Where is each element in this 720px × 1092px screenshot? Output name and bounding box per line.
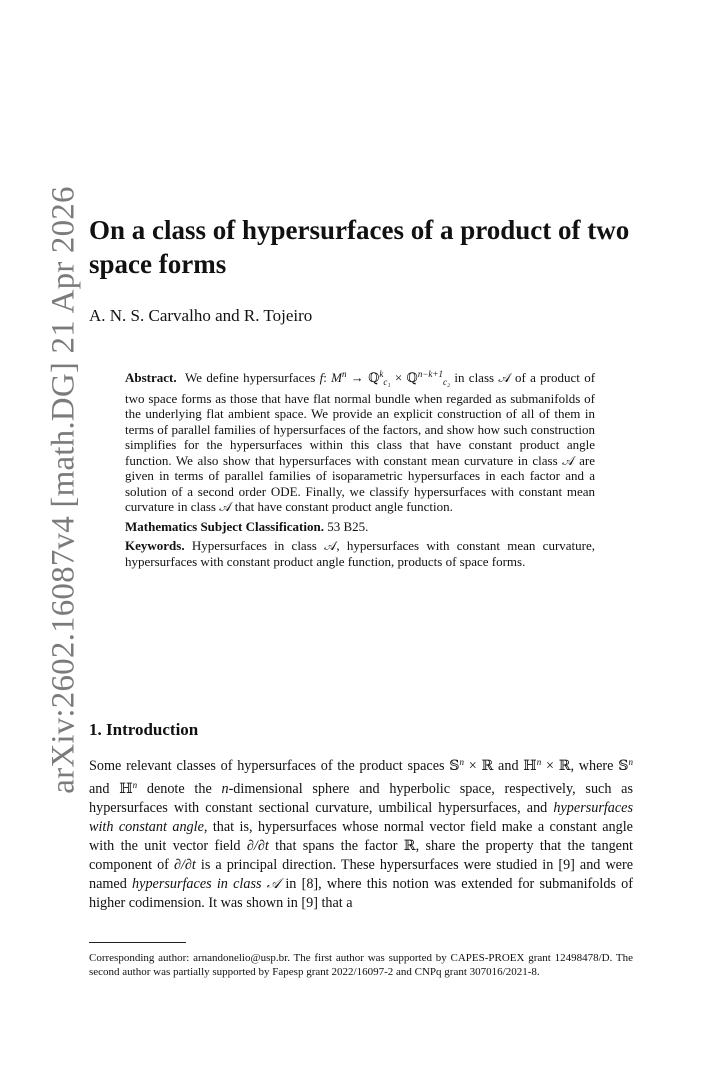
math-times: × <box>390 370 407 385</box>
abstract-body-3: that have constant product angle function. <box>231 499 453 514</box>
intro-text: , share the property that the tangent component of <box>89 838 633 873</box>
intro-text: in [8], where this notion was extended for submanifolds of higher codimension. It was shown in [9] that a <box>89 876 633 911</box>
sphere-symbol: 𝕊 <box>449 758 460 774</box>
intro-text: , that is, hypersurfaces whose normal vector field make a constant angle with the unit vector field <box>89 819 633 854</box>
keywords-text-1: Hypersurfaces in class <box>191 538 325 553</box>
math-M: M <box>331 370 342 385</box>
math-n-sup: n <box>132 780 138 790</box>
abstract-body-1: of a product of two space forms as those that have flat normal bundle when regarded as submanifolds of the underlying flat ambient space. We provide an explicit construction of all of them in terms of parallel families of hypersurfaces of the factors, and show how such construction simplifies for the hypersurfaces within this class that have constant product angle function. We also show that hypersurfaces with constant mean curvature in class <box>125 370 596 468</box>
keywords-label: Keywords. <box>125 538 185 553</box>
intro-text: and <box>493 758 524 774</box>
hyperbolic-symbol: ℍ <box>523 758 537 774</box>
math-n-sup: n <box>459 757 465 767</box>
msc-value: 53 B25. <box>327 518 369 534</box>
math-n-sup: n <box>628 757 633 767</box>
math-q2: ℚ <box>406 371 418 386</box>
intro-text: and <box>89 781 120 797</box>
math-arrow: → <box>346 370 369 385</box>
class-a-symbol: 𝒜 <box>498 370 511 385</box>
sphere-symbol: 𝕊 <box>618 758 629 774</box>
abstract-label: Abstract. <box>125 370 177 385</box>
class-a-symbol: 𝒜 <box>266 876 281 892</box>
real-symbol: ℝ <box>403 838 416 854</box>
abstract-paragraph <box>125 367 595 515</box>
msc-label: Mathematics Subject Classification. <box>125 518 324 534</box>
math-q1: ℚ <box>368 371 380 386</box>
intro-text: Some relevant classes of hypersurfaces of the product spaces <box>89 758 450 774</box>
math-q2-sup: n−k+1 <box>417 369 443 379</box>
math-times: × <box>464 758 482 774</box>
math-partial-t: ∂/∂t <box>246 838 269 854</box>
math-n-sup: n <box>341 369 347 379</box>
math-n: n <box>221 781 229 797</box>
footnote-rule <box>89 942 186 943</box>
math-partial-t: ∂/∂t <box>173 857 196 873</box>
intro-text: that spans the factor <box>268 838 404 854</box>
footnote: Corresponding author: arnandonelio@usp.br. The first author was supported by CAPES-PROEX grant 12498478/D. The second author was partially supported by Fapesp grant 2022/16097-2 and CNPq grant 307016/2021-8. <box>89 952 633 978</box>
paper-title: On a class of hypersurfaces of a product of two space forms <box>89 215 630 279</box>
intro-text: -dimensional sphere and hyperbolic space, respectively, such as hypersurfaces with constant sectional curvature, umbilical hypersurfaces, and <box>89 781 633 816</box>
math-times: × <box>541 758 559 774</box>
hyperbolic-symbol: ℍ <box>119 781 133 797</box>
class-a-symbol: 𝒜 <box>562 452 575 468</box>
emphasis-class-a: hypersurfaces in class <box>132 876 267 892</box>
class-a-symbol: 𝒜 <box>219 499 232 514</box>
math-colon: : <box>323 370 332 385</box>
abstract <box>125 367 595 573</box>
class-a-symbol: 𝒜 <box>324 538 337 553</box>
emphasis-constant-angle: hypersurfaces with constant angle <box>89 800 633 835</box>
authors: A. N. S. Carvalho and R. Tojeiro <box>89 306 313 325</box>
intro-text: , where <box>570 758 619 774</box>
real-symbol: ℝ <box>481 758 494 774</box>
math-f: f <box>319 370 324 385</box>
section-heading: 1. Introduction <box>89 720 199 739</box>
abstract-in-class: in class <box>450 370 499 385</box>
keywords-line <box>125 538 595 569</box>
arxiv-stamp: arXiv:2602.16087v4 [math.DG] 21 Apr 2026 <box>45 186 82 794</box>
math-n-sup: n <box>536 757 542 767</box>
intro-text: is a principal direction. These hypersurfaces were studied in [9] and were named <box>89 857 634 892</box>
keywords-text-2: , hypersurfaces with constant mean curvature, hypersurfaces with constant product angle function, products of space forms. <box>125 538 596 569</box>
math-q2-sub: c₂ <box>442 377 451 387</box>
msc-line <box>125 519 595 535</box>
math-q1-sub: c₁ <box>383 377 391 387</box>
intro-paragraph <box>89 753 633 913</box>
abstract-body-2: are given in terms of parallel families of isoparametric hypersurfaces in each factor and a solution of a second order ODE. Finally, we classify hypersurfaces with constant mean curvature in class <box>125 452 595 514</box>
intro-text: denote the <box>137 781 222 797</box>
abstract-intro: We define hypersurfaces <box>185 370 316 385</box>
math-q1-sup: k <box>379 369 384 379</box>
real-symbol: ℝ <box>558 758 571 774</box>
